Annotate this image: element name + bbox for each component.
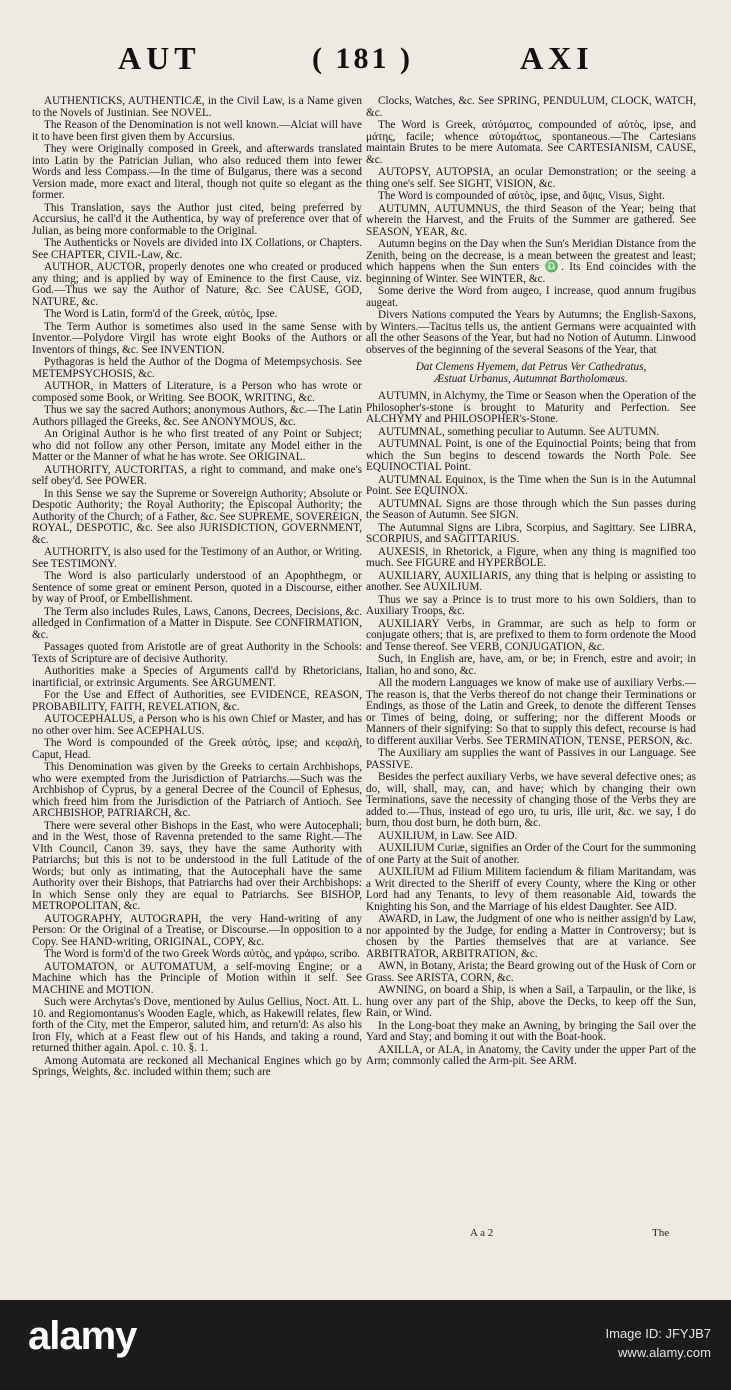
entry-paragraph: The Auxiliary am supplies the want of Passives in our Language. See PASSIVE.: [366, 747, 696, 771]
entry-paragraph: There were several other Bishops in the East, who were Autocephali; and in the West, those of Ravenna pretended to the same Right.—The VIth Council, Canon 39. says, they have the same Authority with Patriarchs; but this is not to be understood in the full Latitude of the Words; but only as intimating, that the Autocephali have the same Authority over their Bishops, that Patriarchs had over their Archbishops: In which Sense only they are equal to Patriarchs. See BISHOP, METROPOLITAN, &c.: [32, 819, 362, 912]
entry-paragraph: AUXILIUM, in Law. See AID.: [378, 829, 518, 842]
entry-paragraph: AWARD, in Law, the Judgment of one who is neither assign'd by Law, nor appointed by the Judge, for ending a Matter in Controversy; but is chosen by the Parties themselves that are at variance. See ARBITRATOR, ARBITRATION, &c.: [366, 913, 696, 960]
image-id: Image ID: JFYJB7: [605, 1326, 711, 1341]
entry-paragraph: Among Automata are reckoned all Mechanical Engines which go by Springs, Weights, &c. included within them; such are: [32, 1054, 362, 1078]
entry-paragraph: AUTOMATON, or AUTOMATUM, a self-moving Engine; or a Machine which has the Principle of Motion within it self. See MACHINE and MOTION.: [32, 960, 362, 996]
alamy-logo: alamy: [28, 1314, 137, 1358]
entry-paragraph: The Autumnal Signs are Libra, Scorpius, and Sagittary. See LIBRA, SCORPIUS, and SAGITTARIUS.: [366, 521, 696, 545]
entry-paragraph: For the Use and Effect of Authorities, see EVIDENCE, REASON, PROBABILITY, FAITH, REVELATION, &c.: [32, 689, 362, 713]
entry-paragraph: Such were Archytas's Dove, mentioned by Aulus Gellius, Noct. Att. L. 10. and Regiomontanus's Wooden Eagle, which, as Hakewill relates, flew forth of the City, met the Emperor, saluted him, and return'd: As also his Iron Fly, which at a Feast flew out of his Hands, and taking a round, returned thither again. Apol. c. 10. §. 1.: [32, 996, 362, 1054]
entry-paragraph: In the Long-boat they make an Awning, by bringing the Sail over the Yard and Stay; and boming it out with the Boat-hook.: [366, 1019, 696, 1043]
entry-paragraph: This Translation, says the Author just cited, being preferred by Accursius, he call'd it the Authentica, by way of preference over that of Julian, as being more conformable to the Original.: [32, 201, 362, 237]
entry-paragraph: AUTOPSY, AUTOPSIA, an ocular Demonstration; or the seeing a thing one's self. See SIGHT, VISION, &c.: [366, 166, 696, 190]
entry-paragraph: AUTOGRAPHY, AUTOGRAPH, the very Hand-writing of any Person: Or the Original of a Treatise, or Discourse.—In opposition to a Copy. See HAND-writing, ORIGINAL, COPY, &c.: [32, 912, 362, 948]
entry-paragraph: The Term also includes Rules, Laws, Canons, Decrees, Decisions, &c. alledged in Confirmation of a Matter in Dispute. See CONFIRMATION, &c.: [32, 605, 362, 641]
entry-paragraph: AUXILIARY Verbs, in Grammar, are such as help to form or conjugate others; that is, are prefixed to them to form ordenote the Mood and Tense thereof. See VERB, CONJUGATION, &c.: [366, 617, 696, 653]
entry-paragraph: AXILLA, or ALA, in Anatomy, the Cavity under the upper Part of the Arm; commonly called the Arm-pit. See ARM.: [366, 1043, 696, 1067]
entry-paragraph: The Word is compounded of αὐτὸς, ipse, and ὄψις, Visus, Sight.: [378, 190, 665, 202]
entry-paragraph: AUTHOR, in Matters of Literature, is a Person who has wrote or composed some Book, or Writing. See BOOK, WRITING, &c.: [32, 380, 362, 404]
entry-paragraph: AUTHOR, AUCTOR, properly denotes one who created or produced any thing; and is applied by way of Eminence to the first Cause, viz. God.—Thus we say the Author of Nature, &c. See CAUSE, GOD, NATURE, &c.: [32, 261, 362, 308]
entry-paragraph: Such, in English are, have, am, or be; in French, estre and avoir; in Italian, ho and sono, &c.: [366, 653, 696, 677]
right-column-top: [366, 96, 696, 356]
entry-paragraph: An Original Author is he who first treated of any Point or Subject; who did not follow any other Person, imitate any Model either in the Matter or the Manner of what he has wrote. See ORIGINAL.: [32, 428, 362, 463]
entry-paragraph: The Word is form'd of the two Greek Words αὐτὸς, and γράφω, scribo.: [44, 948, 360, 960]
entry-paragraph: AUTUMNAL Signs are those through which the Sun passes during the Season of Autumn. See SIGN.: [366, 497, 696, 521]
entry-paragraph: They were Originally composed in Greek, and afterwards translated into Latin by the Patrician Julian, who also reduced them into fewer Words and less Compass.—In the time of Bulgarus, there was a second Version made, more exact and literal, though not quite so elegant as the former.: [32, 143, 362, 201]
entry-paragraph: AUTUMNAL Point, is one of the Equinoctial Points; being that from which the Sun begins to descend towards the North Pole. See EQUINOCTIAL Point.: [366, 438, 696, 473]
right-column-bottom: [366, 391, 696, 1068]
image-meta: [606, 1324, 711, 1362]
entry-paragraph: AWN, in Botany, Arista; the Beard growing out of the Husk of Corn or Grass. See ARISTA, CORN, &c.: [366, 960, 696, 984]
verse-line-1: Dat Clemens Hyemem, dat Petrus Ver Cathedratus,: [415, 361, 647, 373]
entry-paragraph: The Word is compounded of the Greek αὐτὸς, ipse; and κεφαλὴ, Caput, Head.: [32, 737, 362, 761]
entry-paragraph: AUTHORITY, AUCTORITAS, a right to command, and make one's self obey'd. See POWER.: [32, 463, 362, 487]
entry-paragraph: Thus we say the sacred Authors; anonymous Authors, &c.—The Latin Authors pillaged the Greeks, &c. See ANONYMOUS, &c.: [32, 404, 362, 428]
page-header: [0, 40, 731, 88]
entry-paragraph: AUXILIARY, AUXILIARIS, any thing that is helping or assisting to another. See AUXILIUM.: [366, 569, 696, 593]
signature-mark: A a 2: [470, 1227, 494, 1239]
entry-paragraph: The Word is Latin, form'd of the Greek, αὐτὸς, Ipse.: [44, 308, 278, 320]
entry-paragraph: AUTUMN, in Alchymy, the Time or Season when the Operation of the Philosopher's-stone is brought to Maturity and Perfection. See ALCHYMY and PHILOSOPHER's-Stone.: [366, 390, 696, 425]
site-url: www.alamy.com: [618, 1345, 711, 1360]
entry-paragraph: The Word is Greek, αὐτόματος, compounded of αὐτὸς, ipse, and μάτης, facile; whence αὐτομάτως, spontaneous.—The Cartesians maintain Brutes to be mere Automata. See CARTESIANISM, CAUSE, &c.: [366, 119, 696, 166]
entry-paragraph: Autumn begins on the Day when the Sun's Meridian Distance from the Zenith, being on the decrease, is a mean between the greatest and least; which happens when the Sun enters ♎. Its End coincides with the beginning of Winter. See WINTER, &c.: [366, 238, 696, 285]
entry-paragraph: Authorities make a Species of Arguments call'd by Rhetoricians, inartificial, or extrinsic Arguments. See ARGUMENT.: [32, 665, 362, 689]
entry-paragraph: AUXILIUM ad Filium Militem faciendum & filiam Maritandam, was a Writ directed to the Sheriff of every County, where the King or other Lord had any Tenants, to levy of them reasonable Aid, towards the Knighting his Son, and the Marriage of his eldest Daughter. See AID.: [366, 866, 696, 913]
latin-verse: [366, 362, 696, 385]
entry-paragraph: AUTUMN, AUTUMNUS, the third Season of the Year; being that wherein the Harvest, and the Fruits of the Summer are gathered. See SEASON, YEAR, &c.: [366, 202, 696, 238]
header-right: AXI: [520, 40, 594, 76]
entry-paragraph: Pythagoras is held the Author of the Dogma of Metempsychosis. See METEMPSYCHOSIS, &c.: [32, 356, 362, 380]
entry-paragraph: Clocks, Watches, &c. See SPRING, PENDULUM, CLOCK, WATCH, &c.: [366, 95, 696, 119]
header-left: AUT: [118, 40, 201, 76]
entry-paragraph: The Term Author is sometimes also used in the same Sense with Inventor.—Polydore Virgil has wrote eight Books of the Authors or Inventors of things, &c. See INVENTION.: [32, 320, 362, 356]
catchword: The: [652, 1227, 670, 1239]
entry-paragraph: Thus we say a Prince is to trust more to his own Soldiers, than to Auxiliary Troops, &c.: [366, 593, 696, 617]
entry-paragraph: AUTHENTICKS, AUTHENTICÆ, in the Civil Law, is a Name given to the Novels of Justinian. See NOVEL.: [32, 95, 362, 119]
entry-paragraph: All the modern Languages we know of make use of auxiliary Verbs.—The reason is, that the Verbs thereof do not change their Terminations or Endings, as those of the Latin and Greek, to denote the different Tenses or Times of being, doing, or suffering; nor the different Moods or Manners of their signifying: So that to supply this defect, recourse is had to different auxiliar Verbs. See TERMINATION, TENSE, PERSON, &c.: [366, 677, 696, 747]
entry-paragraph: Some derive the Word from augeo, I increase, quod annum frugibus augeat.: [366, 285, 696, 309]
entry-paragraph: Divers Nations computed the Years by Autumns; the English-Saxons, by Winters.—Tacitus tells us, the antient Germans were acquainted with all the other Seasons of the Year, but had no Notion of Autumn. Linwood observes of the beginning of the several Seasons of the Year, that: [366, 309, 696, 356]
entry-paragraph: AUXILIUM Curiæ, signifies an Order of the Court for the summoning of one Party at the Suit of another.: [366, 842, 696, 866]
entry-paragraph: AUXESIS, in Rhetorick, a Figure, when any thing is magnified too much. See FIGURE and HYPERBOLE.: [366, 545, 696, 569]
entry-paragraph: AWNING, on board a Ship, is when a Sail, a Tarpaulin, or the like, is hung over any part of the Ship, above the Decks, to keep off the Sun, Rain, or Wind.: [366, 984, 696, 1019]
left-column: [32, 96, 362, 1080]
entry-paragraph: The Word is also particularly understood of an Apophthegm, or Sentence of some great or eminent Person, quoted in a Discourse, either by way of Proof, or Embellishment.: [32, 570, 362, 605]
entry-paragraph: The Authenticks or Novels are divided into IX Collations, or Chapters. See CHAPTER, CIVIL-Law, &c.: [32, 237, 362, 261]
entry-paragraph: This Denomination was given by the Greeks to certain Archbishops, who were exempted from the Jurisdiction of Patriarchs.—Such was the Archbishop of Cyprus, by a general Decree of the Council of Ephesus, which freed him from the Jurisdiction of the Patriarch of Antioch. See ARCHBISHOP, PATRIARCH, &c.: [32, 761, 362, 819]
entry-paragraph: AUTUMNAL, something peculiar to Autumn. See AUTUMN.: [378, 425, 660, 438]
entry-paragraph: AUTUMNAL Equinox, is the Time when the Sun is in the Autumnal Point. See EQUINOX.: [366, 473, 696, 497]
entry-paragraph: Passages quoted from Aristotle are of great Authority in the Schools: Texts of Scripture are of decisive Authority.: [32, 641, 362, 665]
watermark-banner: [0, 1300, 731, 1390]
right-column: [366, 96, 696, 1069]
entry-paragraph: In this Sense we say the Supreme or Sovereign Authority; Absolute or Despotic Authority; the Royal Authority; the Episcopal Authority; the Authority of the Church; of a Father, &c. See SUPREME, SOVEREIGN, ROYAL, DESPOTIC, &c. See also JURISDICTION, GOVERNMENT, &c.: [32, 487, 362, 546]
entry-paragraph: Besides the perfect auxiliary Verbs, we have several defective ones; as do, will, shall, may, can, and have; which by changing their own Terminations, save the necessity of changing those of the Verbs they are added to.—Thus, instead of ego uro, tu uris, ille urit, &c. we say, I do burn, thou dost burn, he doth burn, &c.: [366, 771, 696, 829]
page-number: ( 181 ): [312, 42, 413, 75]
entry-paragraph: AUTOCEPHALUS, a Person who is his own Chief or Master, and has no other over him. See ACEPHALUS.: [32, 713, 362, 737]
entry-paragraph: The Reason of the Denomination is not well known.—Alciat will have it to have been first given them by Accursius.: [32, 119, 362, 143]
verse-line-2: Æstuat Urbanus, Autumnat Bartholomæus.: [434, 372, 628, 385]
entry-paragraph: AUTHORITY, is also used for the Testimony of an Author, or Writing. See TESTIMONY.: [32, 546, 362, 570]
